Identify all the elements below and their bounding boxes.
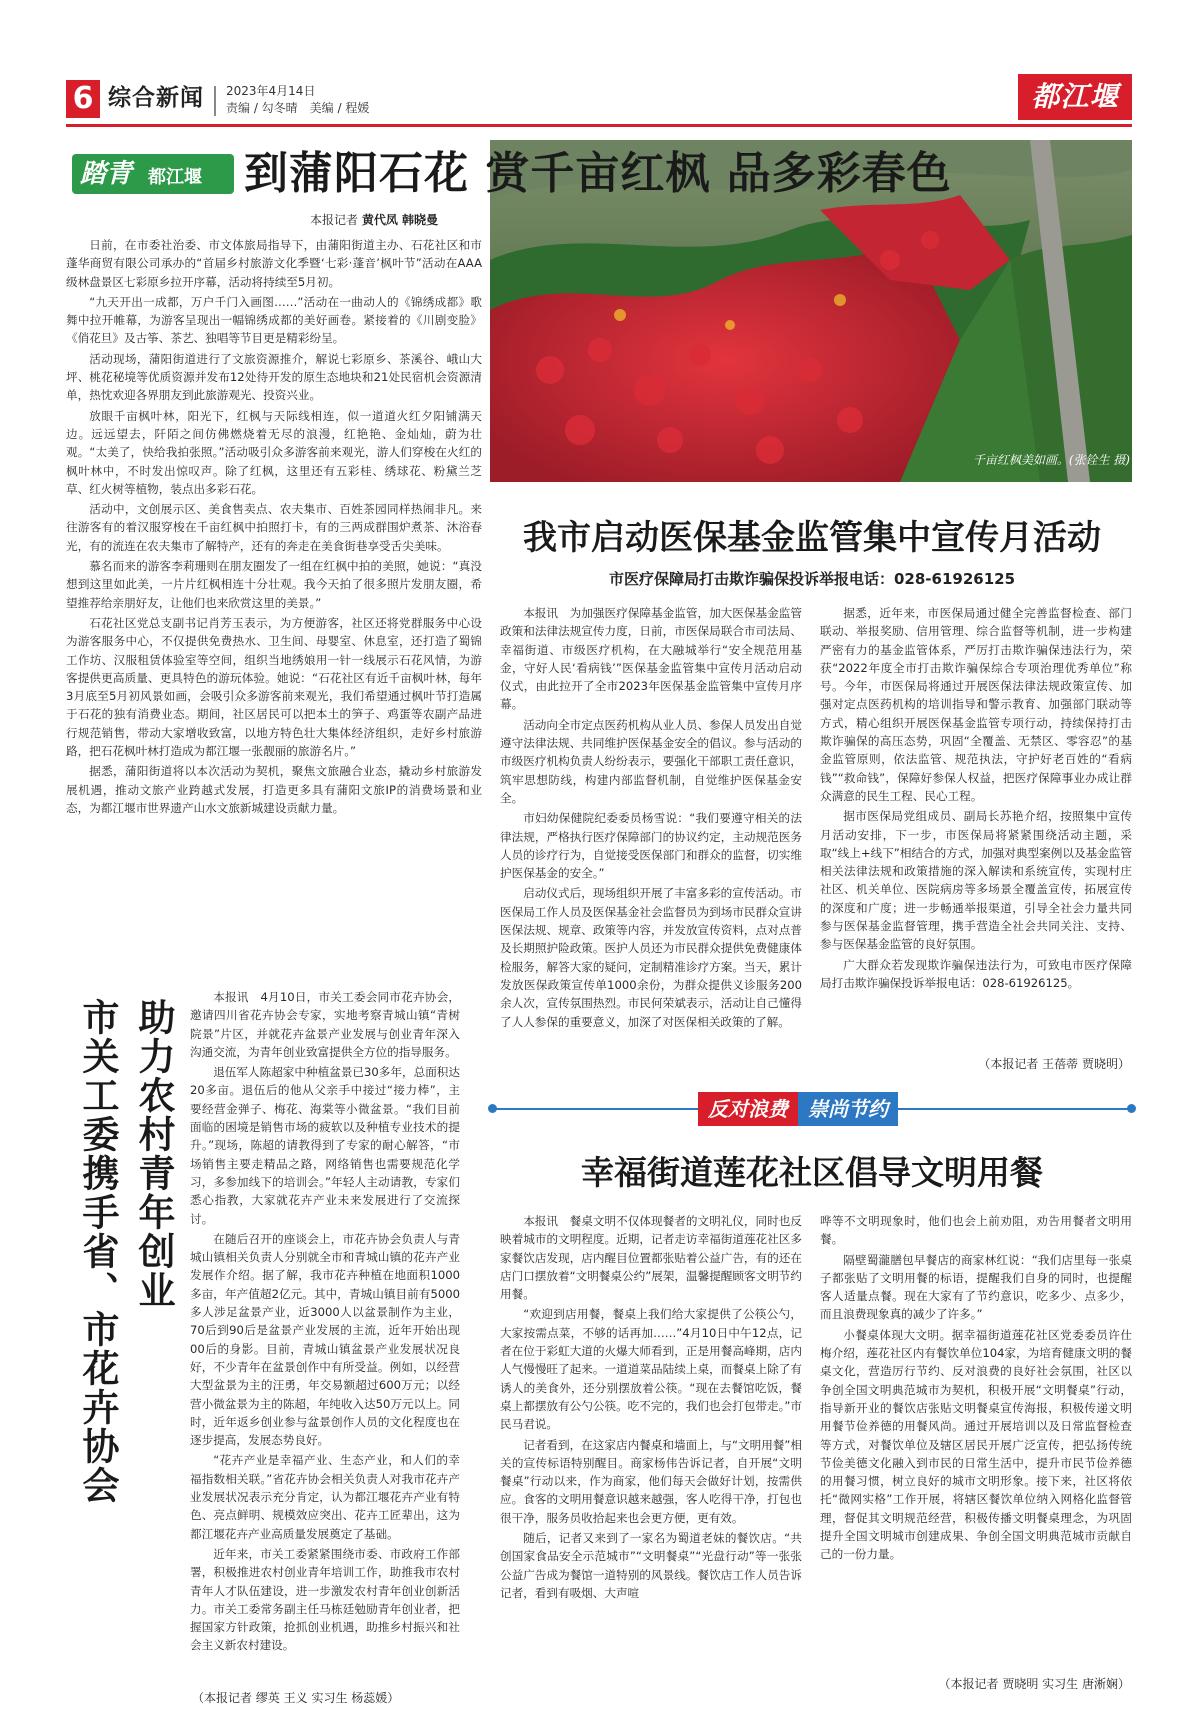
story1-body	[66, 236, 482, 960]
story2-paragraph: 市妇幼保健院纪委委员杨雪说：“我们要遵守相关的法律法规，严格执行医疗保障部门的协议约定，主动规范医务人员的诊疗行为，自觉接受医保部门和群众的监督，切实维护医保基金的安全。”	[500, 811, 802, 881]
story1-paragraph: 活动中，文创展示区、美食售卖点、农夫集市、百姓茶园同样热闹非凡。来往游客有的着汉服穿梭在千亩红枫中拍照打卡，有的三两成群围炉煮茶、沐浴春光，有的流连在农夫集市了解特产，还有的奔走在美食街巷享受舌尖美味。	[66, 502, 482, 553]
section-title: 综合新闻	[108, 85, 204, 111]
campaign-tag	[698, 1092, 898, 1126]
story2-column-left	[500, 604, 802, 1080]
column-tag-main: 踏青	[80, 159, 133, 189]
story4-credit: （本报记者 贾晓明 实习生 唐淅娴）	[938, 1677, 1130, 1691]
page-number: 6	[66, 80, 100, 118]
story1-paragraph: 放眼千亩枫叶林，阳光下，红枫与天际线相连，似一道道火红夕阳铺满天边。远远望去，阡陌之间仿佛燃烧着无尽的浪漫，红艳艳、金灿灿，蔚为壮观。“太美了，快给我拍张照。”活动吸引众多游客前来观光，游人们穿梭在火红的枫叶林中，不时发出惊叹声。除了红枫，这里还有五彩桂、绣球花、粉黛兰芝草、红火树等植物，装点出多彩石花。	[66, 408, 482, 496]
story1-headline: 到蒲阳石花 赏千亩红枫 品多彩春色	[244, 148, 952, 199]
story4-paragraph: 哗等不文明现象时，他们也会上前劝阻，劝告用餐者文明用餐。	[820, 1214, 1132, 1247]
story4-column-right	[820, 1212, 1132, 1674]
story2-paragraph: 据悉，近年来，市医保局通过健全完善监督检查、部门联动、举报奖励、信用管理、综合监督等机制，进一步构建严密有力的基金监管体系，严厉打击欺诈骗保违法行为，荣获“2022年度全市打击欺诈骗保综合专项治理优秀单位”称号。今年，市医保局将通过开展医保法律法规政策宣传、加强对定点医药机构的培训指导和警示教育、加强部门联动等方式，精心组织开展医保基金监管专项行动，持续保持打击欺诈骗保的高压态势，巩固“全覆盖、无禁区、零容忍”的基金监管原则，依法监管、规范执法，守护好老百姓的“看病钱”“救命钱”，保障好参保人权益，把医疗保障事业办成让群众满意的民生工程、民心工程。	[820, 606, 1132, 803]
story3-paragraph: 退伍军人陈超家中种植盆景已30多年，总面积达20多亩。退伍后的他从父亲手中接过“接力棒”，主要经营金弹子、梅花、海棠等小微盆景。“我们目前面临的困境是销售市场的疲软以及种植专业技术的提升。”现场，陈超的请教得到了专家的耐心解答，“市场销售主要走精品之路，网络销售也需要规范化学习，多参加线下的培训会。”年轻人主动请教，专家们悉心指教，大家就花卉产业未来发展进行了交流探讨。	[190, 1065, 460, 1226]
story4-paragraph: “欢迎到店用餐，餐桌上我们给大家提供了公筷公勺，大家按需点菜，不够的话再加……”4月10日中午12点，记者在位于彩虹大道的火爆大师看到，正是用餐高峰期，店内人气慢慢旺了起来。一道道菜品陆续上桌，而餐桌上除了有诱人的美食外，还分别摆放着公筷。“现在去餐馆吃饭，餐桌上都摆放有公勺公筷。吃不完的，我们也会打包带走。”市民马君说。	[500, 1307, 802, 1432]
story2-paragraph: 据市医保局党组成员、副局长苏艳介绍，按照集中宣传月活动安排，下一步，市医保局将紧紧围绕活动主题，采取“线上+线下”相结合的方式，加强对典型案例以及基金监管相关法律法规和政策措施的深入解读和系统宣传，实现村庄社区、机关单位、医院病房等多场景全覆盖宣传，拓展宣传的深度和广度；进一步畅通举报渠道，引导全社会力量共同参与医保基金监督管理，携手营造全社会共同关注、支持、参与医保基金监管的良好氛围。	[820, 809, 1132, 952]
story1-paragraph: 慕名而来的游客李莉珊则在朋友圈发了一组在红枫中拍的美照，她说：“真没想到这里如此美，一片片红枫相连十分壮观。我今天拍了很多照片发朋友圈，希望推荐给亲朋好友，让他们也来欣赏这里的美景。”	[66, 559, 482, 610]
header-divider	[214, 86, 216, 116]
story1-paragraph: 日前，在市委社治委、市文体旅局指导下，由蒲阳街道主办、石花社区和市蓬华商贸有限公司承办的“首届乡村旅游文化季暨‘七彩·蓬音’枫叶节”活动在AAA级林盘景区七彩原乡拉开序幕，活动将持续至5月初。	[66, 238, 482, 289]
story4-paragraph: 隔壁蜀瀧膳包早餐店的商家林红说：“我们店里每一张桌子都张贴了文明用餐的标语，提醒我们自身的同时，也提醒客人适量点餐。现在大家有了节约意识，吃多少、点多少，而且浪费现象真的减少了许多。”	[820, 1252, 1132, 1322]
divider-dot	[1127, 1104, 1136, 1113]
photo-caption: 千亩红枫美如画。(张铨生 摄)	[972, 453, 1130, 467]
story3-paragraph: “花卉产业是幸福产业、生态产业，和人们的幸福指数相关联。”省花卉协会相关负责人对我市花卉产业发展状况表示充分肯定，认为都江堰花卉产业有特色、亮点鲜明、规模效应突出、花卉工匠辈出，这为都江堰花卉产业高质量发展奠定了基础。	[190, 1453, 460, 1541]
story2-paragraph: 启动仪式后，现场组织开展了丰富多彩的宣传活动。市医保局工作人员及医保基金社会监督员为到场市民群众宣讲医保法规、规章、政策等内容，并发放宣传资料，点对点普及长期照护险政策。医护人员还为市民群众提供免费健康体检服务，解答大家的疑问，定制精准诊疗方案。当天，累计发放医保政策宣传单1000余份，为群众提供义诊服务200余人次，宣传氛围热烈。市民何荣斌表示，活动让自己懂得了人人参保的重要意义，加深了对医保相关政策的了解。	[500, 886, 802, 1029]
divider-dot	[488, 1104, 497, 1113]
story1-paragraph: 石花社区党总支副书记肖芳玉表示，为方便游客，社区还将党群服务中心设为游客服务中心，不仅提供免费热水、卫生间、母婴室、休息室，还打造了蜀锦工作坊、汉服租赁体验室等空间，组织当地绣娘用一针一线展示石花风情，为游客提供更高质量、更具特色的游玩体验。她说：“石花社区有近千亩枫叶林，每年3月底至5月初风景如画，会吸引众多游客前来观光，我们希望通过枫叶节打造属于石花的独有消费业态。期间，社区居民可以把本土的笋子、鸡蛋等农副产品进行规范销售，带动大家增收致富，以地方特色壮大集体经济组织，走好乡村旅游路，把石花枫叶林打造成为都江堰一张靓丽的旅游名片。”	[66, 615, 482, 759]
story1-paragraph: 据悉，蒲阳街道将以本次活动为契机，聚焦文旅融合业态，撬动乡村旅游发展机遇，推动文旅产业跨越式发展，打造更多具有蒲阳文旅IP的消费场景和业态，为都江堰市世界遗产山水文旅新城建设贡献力量。	[66, 764, 482, 815]
story3-paragraph: 本报讯 4月10日，市关工委会同市花卉协会，邀请四川省花卉协会专家，实地考察青城山镇“青树院景”片区，并就花卉盆景产业发展与创业青年深入沟通交流，为青年创业致富提供全方位的指导服务。	[190, 990, 460, 1059]
story3-headline	[74, 998, 194, 1618]
story3-paragraph: 近年来，市关工委紧紧围绕市委、市政府工作部署，积极推进农村创业青年培训工作，助推我市农村青年人才队伍建设，进一步激发农村青年创业创新活力。市关工委常务副主任马栋廷勉励青年创业者，把握国家方针政策，抢抓创业机遇，助推乡村振兴和社会主义新农村建设。	[190, 1546, 460, 1653]
story3-body	[190, 988, 460, 1686]
story1-paragraph: “九天开出一成都，万户千门入画图……”活动在一曲动人的《锦绣成都》歌舞中拉开帷幕，为游客呈现出一幅锦绣成都的美好画卷。紧接着的《川剧变脸》《俏花旦》及古筝、茶艺、独唱等节目更是精彩纷呈。	[66, 294, 482, 346]
byline-names: 黄代凤 韩晓曼	[361, 213, 439, 227]
story4-column-left	[500, 1212, 802, 1692]
story4-paragraph: 随后，记者又来到了一家名为蜀道老妹的餐饮店。“共创国家食品安全示范城市”“文明餐桌”“光盘行动”等一张张公益广告成为餐馆一道特别的风景线。餐饮店工作人员告诉记者，看到有吸烟、大声喧	[500, 1531, 802, 1600]
column-tag-location: 都江堰	[148, 167, 202, 188]
story3-headline-line1: 市关工委携手省、市花卉协会	[76, 998, 120, 1505]
story4-paragraph: 记者看到，在这家店内餐桌和墙面上，与“文明用餐”相关的宣传标语特别醒目。商家杨伟告诉记者，自开展“文明餐桌”行动以来，作为商家，他们每天会做好计划，按需供应。食客的文明用餐意识越来越强，客人吃得干净，打包也很干净，服务员收拾起来也会更方便，更有效。	[500, 1437, 802, 1525]
editor-credits: 责编 / 勾冬晴 美编 / 程媛	[226, 101, 370, 115]
story3-credit: （本报记者 缪英 王义 实习生 杨蕊媛）	[192, 1691, 400, 1705]
header-rule	[66, 124, 1132, 127]
story2-column-right	[820, 604, 1132, 1080]
story2-headline: 我市启动医保基金监管集中宣传月活动	[523, 518, 1101, 558]
story1-paragraph: 活动现场，蒲阳街道进行了文旅资源推介，解说七彩原乡、茶溪谷、峨山大坪、桃花秘境等优质资源并发布12处待开发的原生态地块和21处民宿机会资源清单，热忱欢迎各界朋友到此旅游观光、投资兴业。	[66, 351, 482, 403]
newspaper-logo: 都江堰	[1018, 74, 1132, 120]
story4-paragraph: 小餐桌体现大文明。据幸福街道莲花社区党委委员许仕梅介绍，莲花社区内有餐饮单位104家，为培育健康文明的餐桌文化，营造厉行节约、反对浪费的良好社会氛围，社区以争创全国文明典范城市为契机，积极开展“文明餐桌”行动，指导新开业的餐饮店张贴文明餐桌宣传海报，积极传递文明用餐节俭养德的用餐风尚。通过开展培训以及日常监督检查等方式，对餐饮单位及辖区居民开展广泛宣传，把弘扬传统节俭美德文化融入到市民的日常生活中，提升市民节俭养德的用餐习惯，树立良好的城市文明形象。接下来，社区将依托“微网实格”工作开展，将辖区餐饮单位纳入网格化监督管理，督促其文明规范经营，积极传播文明餐桌理念，为巩固提升全国文明城市创建成果、争创全国文明典范城市贡献自己的一份力量。	[820, 1327, 1132, 1562]
story2-credit: （本报记者 王蓓蒂 贾晓明）	[978, 1057, 1130, 1071]
story2-paragraph: 广大群众若发现欺诈骗保违法行为，可致电市医疗保障局打击欺诈骗保投诉举报电话：028-61926125。	[820, 957, 1132, 990]
story2-paragraph: 本报讯 为加强医疗保障基金监管，加大医保基金监管政策和法律法规宣传力度，日前，市医保局联合市司法局、幸福街道、市级医疗机构，在大融城举行“安全规范用基金，守好人民‘看病钱’”医保基金监管集中宣传月活动启动仪式，由此拉开了全市2023年医保基金监管集中宣传月序幕。	[500, 606, 802, 712]
issue-date: 2023年4月14日	[226, 84, 316, 98]
campaign-tag-left: 反对浪费	[698, 1092, 798, 1126]
story3-headline-line2: 助力农村青年创业	[132, 998, 176, 1310]
story2-paragraph: 活动向全市定点医药机构从业人员、参保人员发出自觉遵守法律法规、共同维护医保基金安全的倡议。参与活动的市级医疗机构负责人纷纷表示，要强化干部职工责任意识，筑牢思想防线，构建内部监督机制，自觉维护医保基金安全。	[500, 717, 802, 805]
byline-prefix: 本报记者	[310, 213, 359, 227]
story2-subtitle: 市医疗保障局打击欺诈骗保投诉举报电话：028-61926125	[608, 570, 1016, 588]
story4-paragraph: 本报讯 餐桌文明不仅体现餐者的文明礼仪，同时也反映着城市的文明程度。近期，记者走访幸福街道莲花社区多家餐饮店发现，店内醒目位置都张贴着公益广告，有的还在店门口摆放着“文明餐桌公约”展架，温馨提醒顾客文明节约用餐。	[500, 1214, 802, 1302]
story3-paragraph: 在随后召开的座谈会上，市花卉协会负责人与青城山镇相关负责人分别就全市和青城山镇的花卉产业发展作介绍。据了解，我市花卉种植在地面积1000多亩，年产值超2亿元。其中，青城山镇目前有5000多人涉足盆景产业，近3000人以盆景制作为主业，70后到90后是盆景产业发展的主流，近年开始出现00后的身影。目前，青城山镇盆景产业发展状况良好，不少青年在盆景创作中有所受益。例如，以经营大型盆景为主的汪勇，年交易额超过600万元；以经营小微盆景为主的陈超，年纯收入达50万元以上。同时，近年返乡创业参与盆景创作人员的文化程度也在逐步提高，发展态势良好。	[190, 1231, 460, 1448]
story1-byline	[310, 212, 438, 228]
campaign-tag-right: 崇尚节约	[798, 1092, 898, 1126]
story4-headline: 幸福街道莲花社区倡导文明用餐	[581, 1153, 1043, 1192]
